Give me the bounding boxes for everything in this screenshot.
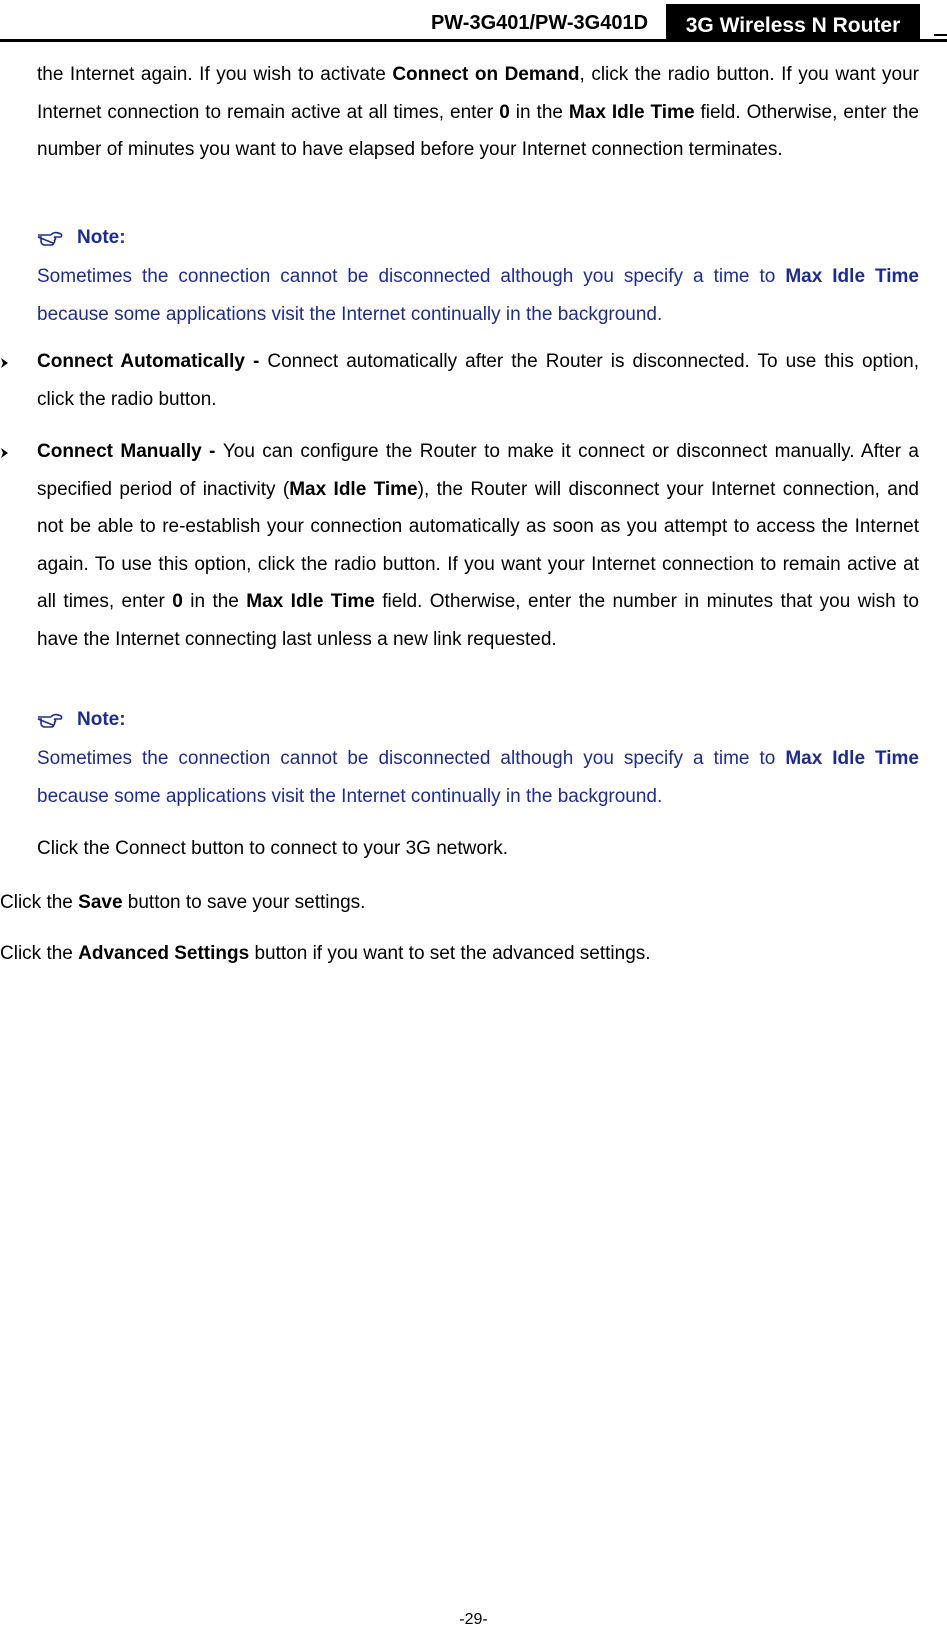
page-header	[0, 0, 947, 42]
bold-term: Max Idle Time	[246, 591, 375, 612]
text: because some applications visit the Internet continually in the background.	[37, 303, 663, 325]
page-number: -29-	[459, 1611, 488, 1628]
text: Click the	[0, 892, 79, 913]
note-label: Note:	[77, 709, 126, 730]
text: button to save your settings.	[122, 892, 366, 913]
bold-term: Connect Manually -	[37, 441, 223, 462]
bold-term: Max Idle Time	[785, 748, 919, 769]
bold-term: Max Idle Time	[289, 478, 418, 500]
text: You can configure the Router to make it connect or disconnect manually. After a specified period of inactivity (	[37, 441, 919, 500]
text: because some applications visit the Internet continually in the background.	[37, 785, 663, 807]
text: button if you want to set the advanced settings.	[249, 943, 651, 964]
note-label: Note:	[77, 227, 126, 248]
connect-on-demand-paragraph	[37, 56, 919, 169]
bold-term: 0	[499, 101, 510, 123]
bold-term: Connect on Demand	[392, 64, 580, 85]
connect-instruction: Click the Connect button to connect to your 3G network.	[37, 838, 509, 859]
arrow-bullet-icon	[0, 354, 10, 375]
text: Click the	[0, 943, 79, 964]
bold-term: Connect Automatically -	[37, 351, 268, 372]
connect-manually-paragraph	[37, 433, 919, 658]
bold-term: Max Idle Time	[785, 266, 919, 287]
header-rule-end	[934, 34, 947, 36]
pointing-hand-icon	[37, 710, 63, 728]
note-text	[37, 740, 919, 815]
text: in the	[182, 591, 247, 612]
bold-term: 0	[172, 591, 183, 612]
bold-term: Save	[78, 892, 123, 913]
connect-automatically-paragraph	[37, 343, 919, 418]
text: Sometimes the connection cannot be disconnected although you specify a time to	[37, 748, 786, 769]
bold-term: Advanced Settings	[78, 943, 250, 964]
save-instruction	[0, 884, 919, 922]
text: field. Otherwise, enter the number of minutes you want to have elapsed before your Internet connection terminates.	[37, 101, 919, 160]
text: Connect automatically after the Router is disconnected. To use this option, click the radio button.	[37, 351, 920, 410]
arrow-bullet-icon	[0, 444, 10, 465]
text: the Internet again. If you wish to activate	[37, 64, 393, 85]
header-rule	[0, 39, 947, 42]
note-heading	[37, 709, 126, 731]
note-heading	[37, 227, 126, 249]
text: in the	[509, 101, 569, 123]
text: Sometimes the connection cannot be disconnected although you specify a time to	[37, 266, 786, 287]
bold-term: Max Idle Time	[568, 101, 695, 123]
text: , click the radio button. If you want your Internet connection to remain active at all times, enter	[37, 64, 919, 123]
text: ), the Router will disconnect your Internet connection, and not be able to re-establish your connection automatically as soon as you attempt to access the Internet again. To use this option, click the radio button. If you want your Internet connection to remain active at all times, enter	[37, 478, 919, 612]
pointing-hand-icon	[37, 228, 63, 246]
header-product-tab: 3G Wireless N Router	[662, 4, 920, 41]
note-text	[37, 258, 919, 333]
advanced-settings-instruction	[0, 935, 919, 973]
text: field. Otherwise, enter the number in minutes that you wish to have the Internet connecting last unless a new link requested.	[37, 591, 919, 650]
header-model: PW-3G401/PW-3G401D	[430, 12, 649, 34]
